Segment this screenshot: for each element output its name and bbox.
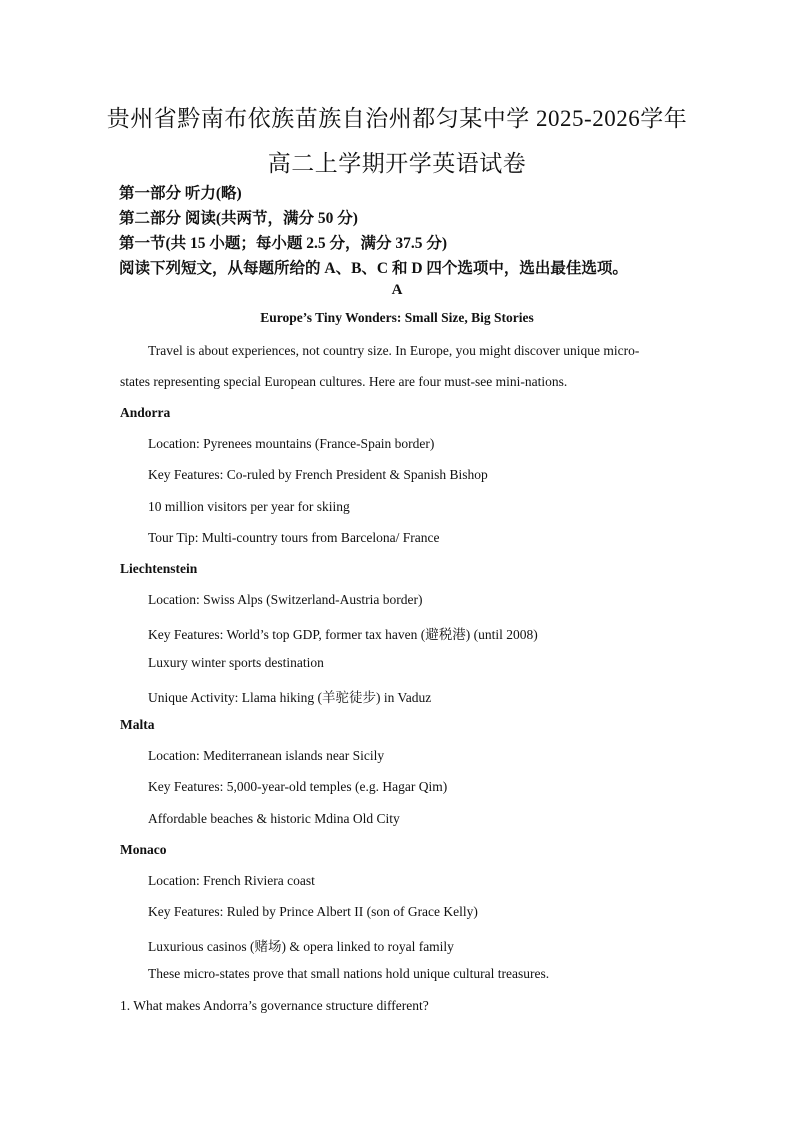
document-title-line-1: 贵州省黔南布依族苗族自治州都匀某中学 2025-2026学年 [106,106,688,131]
malta-beaches: Affordable beaches & historic Mdina Old City [148,811,400,826]
intro-line-2: states representing special European cultures. Here are four must-see mini-nations. [120,374,568,389]
liechtenstein-key-features: Key Features: World’s top GDP, former tax haven (避税港) (until 2008) [148,627,538,642]
country-heading-andorra: Andorra [120,405,171,420]
passage-title: Europe’s Tiny Wonders: Small Size, Big Stories [260,310,534,325]
country-heading-liechtenstein: Liechtenstein [120,561,198,576]
monaco-casinos: Luxurious casinos (赌场) & opera linked to royal family [148,939,454,954]
andorra-location: Location: Pyrenees mountains (France-Spain border) [148,436,435,451]
andorra-tour-tip: Tour Tip: Multi-country tours from Barcelona/ France [148,530,440,545]
section-one-heading: 第一节(共 15 小题；每小题 2.5 分，满分 37.5 分) [119,235,448,252]
document-title-line-2: 高二上学期开学英语试卷 [267,151,527,176]
question-1: 1. What makes Andorra’s governance structure different? [120,998,429,1013]
country-heading-malta: Malta [120,717,155,732]
andorra-visitors: 10 million visitors per year for skiing [148,499,350,514]
andorra-key-features: Key Features: Co-ruled by French President & Spanish Bishop [148,467,488,482]
liechtenstein-location: Location: Swiss Alps (Switzerland-Austria border) [148,592,423,607]
liechtenstein-destination: Luxury winter sports destination [148,655,324,670]
intro-line-1: Travel is about experiences, not country size. In Europe, you might discover unique micro- [148,343,640,358]
part-two-heading: 第二部分 阅读(共两节，满分 50 分) [119,210,358,227]
malta-location: Location: Mediterranean islands near Sicily [148,748,385,763]
malta-key-features: Key Features: 5,000-year-old temples (e.g. Hagar Qim) [148,779,448,794]
instruction-text: 阅读下列短文，从每题所给的 A、B、C 和 D 四个选项中，选出最佳选项。 [119,260,628,277]
monaco-key-features: Key Features: Ruled by Prince Albert II (son of Grace Kelly) [148,904,478,919]
country-heading-monaco: Monaco [120,842,167,857]
conclusion-text: These micro-states prove that small nations hold unique cultural treasures. [148,966,550,981]
passage-letter: A [391,282,403,298]
part-one-heading: 第一部分 听力(略) [119,185,242,202]
liechtenstein-unique-activity: Unique Activity: Llama hiking (羊驼徒步) in Vaduz [148,690,432,705]
monaco-location: Location: French Riviera coast [148,873,315,888]
